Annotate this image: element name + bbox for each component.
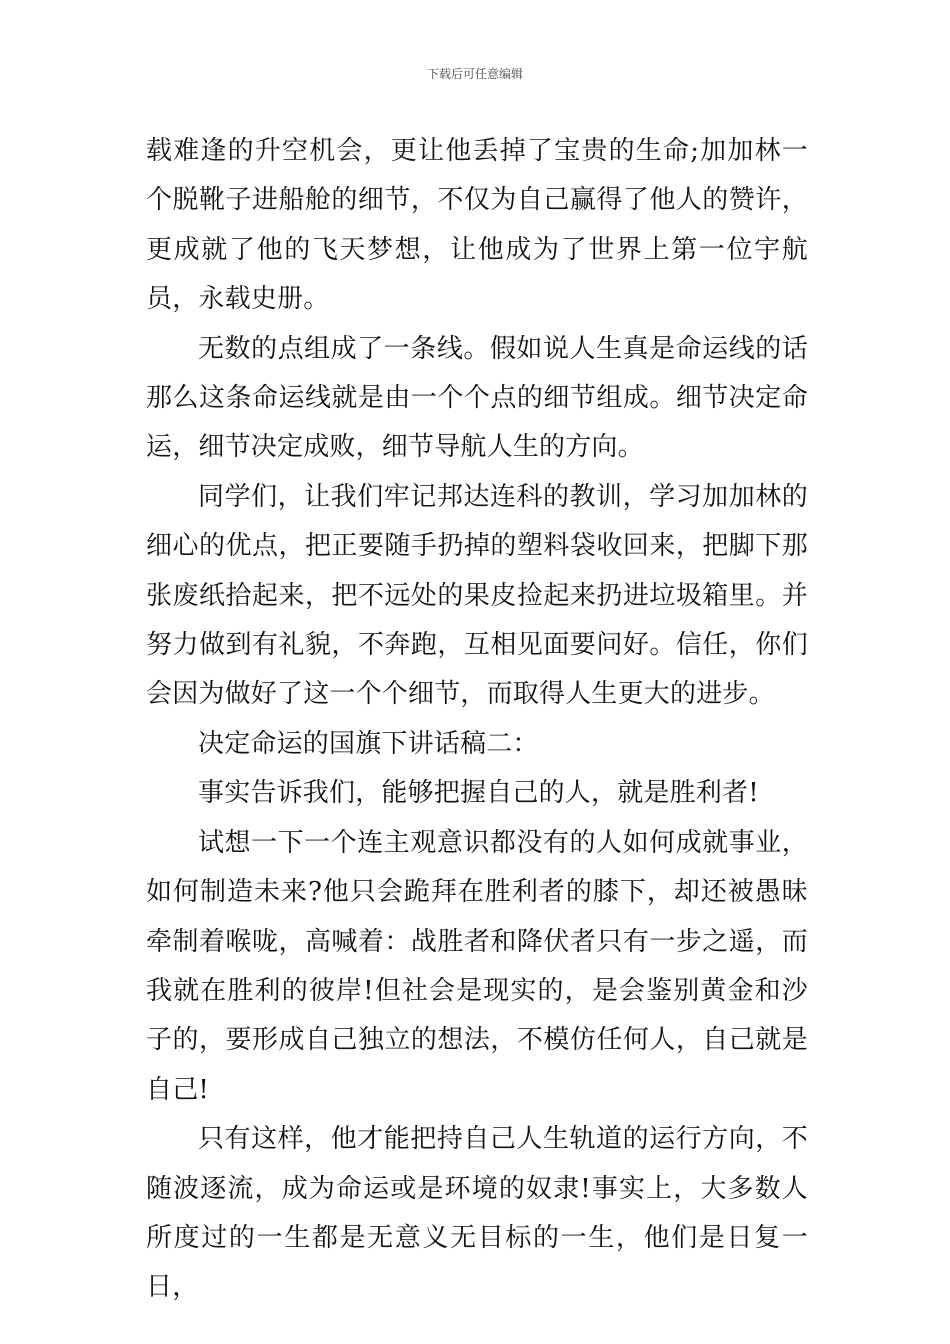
- document-body: [146, 127, 808, 1313]
- paragraph-4: 事实告诉我们，能够把握自己的人，就是胜利者!: [198, 778, 759, 809]
- paragraph-3: 同学们，让我们牢记邦达连科的教训，学习加加林的细心的优点，把正要随手扔掉的塑料袋收回来，把脚下那张废纸拾起来，把不远处的果皮捡起来扔进垃圾箱里。并努力做到有礼貌，不奔跑，互相见面要问好。信任，你们会因为做好了这一个个细节，而取得人生更大的进步。: [146, 481, 808, 710]
- paragraph-6: 只有这样，他才能把持自己人生轨道的运行方向，不随波逐流，成为命运或是环境的奴隶!事实上，大多数人所度过的一生都是无意义无目标的一生，他们是日复一日，: [146, 1124, 808, 1303]
- paragraph-2: 无数的点组成了一条线。假如说人生真是命运线的话那么这条命运线就是由一个个点的细节组成。细节决定命运，细节决定成败，细节导航人生的方向。: [146, 333, 808, 463]
- paragraph-1: 载难逢的升空机会，更让他丢掉了宝贵的生命;加加林一个脱靴子进船舱的细节，不仅为自己赢得了他人的赞许，更成就了他的飞天梦想，让他成为了世界上第一位宇航员，永载史册。: [146, 136, 808, 315]
- page-header: 下载后可任意编辑: [426, 67, 523, 81]
- paragraph-5: 试想一下一个连主观意识都没有的人如何成就事业，如何制造未来?他只会跪拜在胜利者的膝下，却还被愚昧牵制着喉咙，高喊着：战胜者和降伏者只有一步之遥，而我就在胜利的彼岸!但社会是现实的，是会鉴别黄金和沙子的，要形成自己独立的想法，不模仿任何人，自己就是自己!: [146, 827, 808, 1105]
- section-heading: 决定命运的国旗下讲话稿二：: [198, 728, 539, 759]
